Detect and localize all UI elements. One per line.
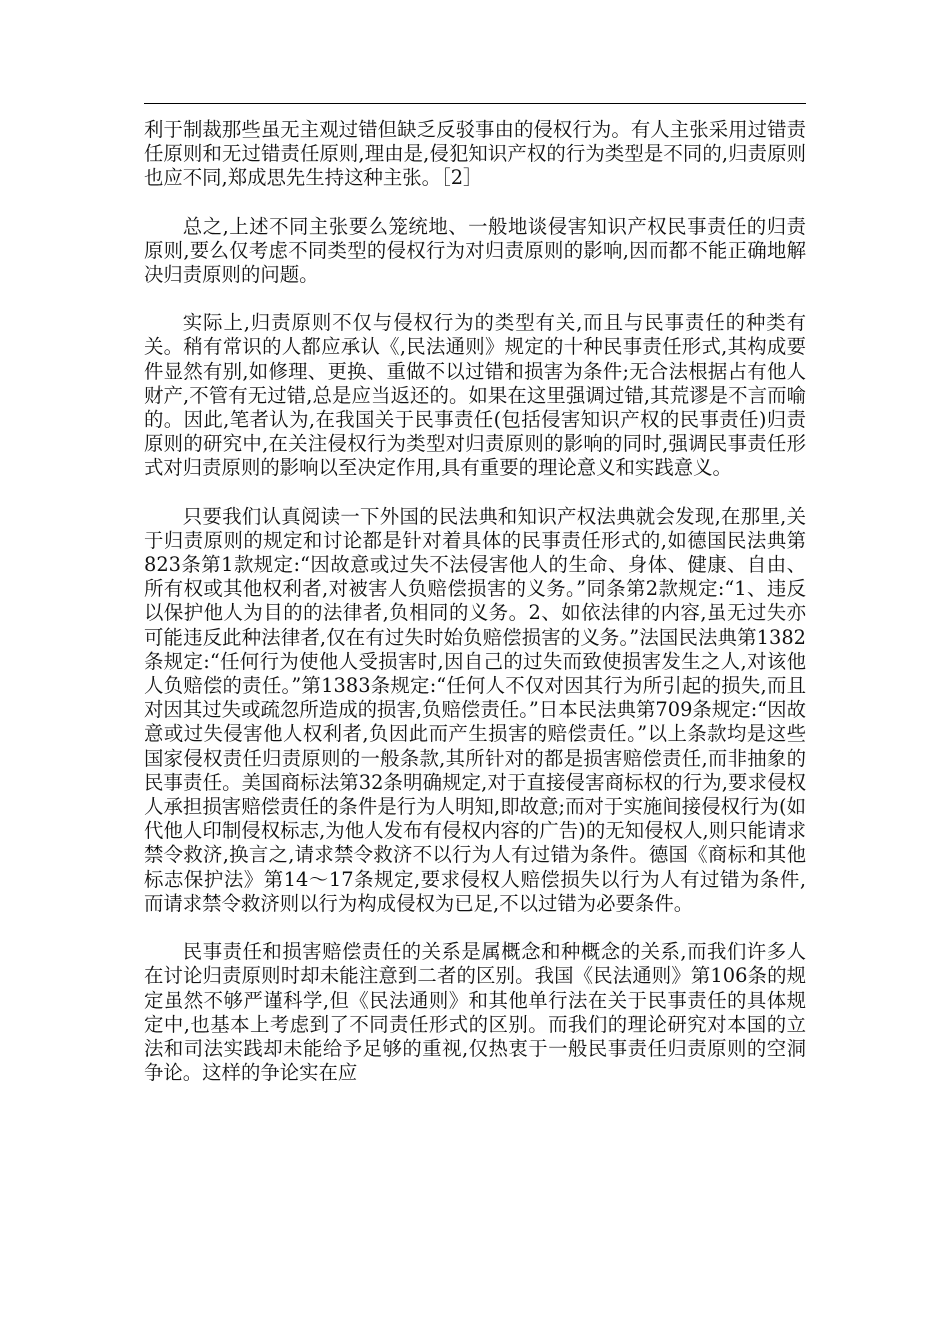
paragraph-continuation: 利于制裁那些虽无主观过错但缺乏反驳事由的侵权行为。有人主张采用过错责任原则和无过错责任原则,理由是,侵犯知识产权的行为类型是不同的,归责原则也应不同,郑成思先生持这种主张。［2］ [144, 118, 806, 190]
paragraph-foreign-law: 只要我们认真阅读一下外国的民法典和知识产权法典就会发现,在那里,关于归责原则的规定和讨论都是针对着具体的民事责任形式的,如德国民法典第823条第1款规定:“因故意或过失不法侵害他人的生命、身体、健康、自由、所有权或其他权利者,对被害人负赔偿损害的义务。”同条第2款规定:“1、违反以保护他人为目的的法律者,负相同的义务。2、如依法律的内容,虽无过失亦可能违反此种法律者,仅在有过失时始负赔偿损害的义务。”法国民法典第1382条规定:“任何行为使他人受损害时,因自己的过失而致使损害发生之人,对该他人负赔偿的责任。”第1383条规定:“任何人不仅对因其行为所引起的损失,而且对因其过失或疏忽所造成的损害,负赔偿责任。”日本民法典第709条规定:“因故意或过失侵害他人权利者,负因此而产生损害的赔偿责任。”以上条款均是这些国家侵权责任归责原则的一般条款,其所针对的都是损害赔偿责任,而非抽象的民事责任。美国商标法第32条明确规定,对于直接侵害商标权的行为,要求侵权人承担损害赔偿责任的条件是行为人明知,即故意;而对于实施间接侵权行为(如代他人印制侵权标志,为他人发布有侵权内容的广告)的无知侵权人,则只能请求禁令救济,换言之,请求禁令救济不以行为人有过错为条件。德国《商标和其他标志保护法》第14～17条规定,要求侵权人赔偿损失以行为人有过错为条件,而请求禁令救济则以行为构成侵权为已足,不以过错为必要条件。 [144, 504, 806, 915]
document-body [144, 118, 806, 1085]
header-rule [144, 103, 806, 104]
paragraph-gap [144, 191, 806, 215]
paragraph-liability-forms: 实际上,归责原则不仅与侵权行为的类型有关,而且与民事责任的种类有关。稍有常识的人都应承认《,民法通则》规定的十种民事责任形式,其构成要件显然有别,如修理、更换、重做不以过错和损害为条件;无合法根据占有他人财产,不管有无过错,总是应当返还的。如果在这里强调过错,其荒谬是不言而喻的。因此,笔者认为,在我国关于民事责任(包括侵害知识产权的民事责任)归责原则的研究中,在关注侵权行为类型对归责原则的影响的同时,强调民事责任形式对归责原则的影响以至决定作用,具有重要的理论意义和实践意义。 [144, 311, 806, 480]
paragraph-civil-liability: 民事责任和损害赔偿责任的关系是属概念和种概念的关系,而我们许多人在讨论归责原则时却未能注意到二者的区别。我国《民法通则》第106条的规定虽然不够严谨科学,但《民法通则》和其他单行法在关于民事责任的具体规定中,也基本上考虑到了不同责任形式的区别。而我们的理论研究对本国的立法和司法实践却未能给予足够的重视,仅热衷于一般民事责任归责原则的空洞争论。这样的争论实在应 [144, 940, 806, 1085]
paragraph-gap [144, 916, 806, 940]
paragraph-summary: 总之,上述不同主张要么笼统地、一般地谈侵害知识产权民事责任的归责原则,要么仅考虑不同类型的侵权行为对归责原则的影响,因而都不能正确地解决归责原则的问题。 [144, 214, 806, 287]
paragraph-gap [144, 287, 806, 311]
paragraph-gap [144, 481, 806, 505]
